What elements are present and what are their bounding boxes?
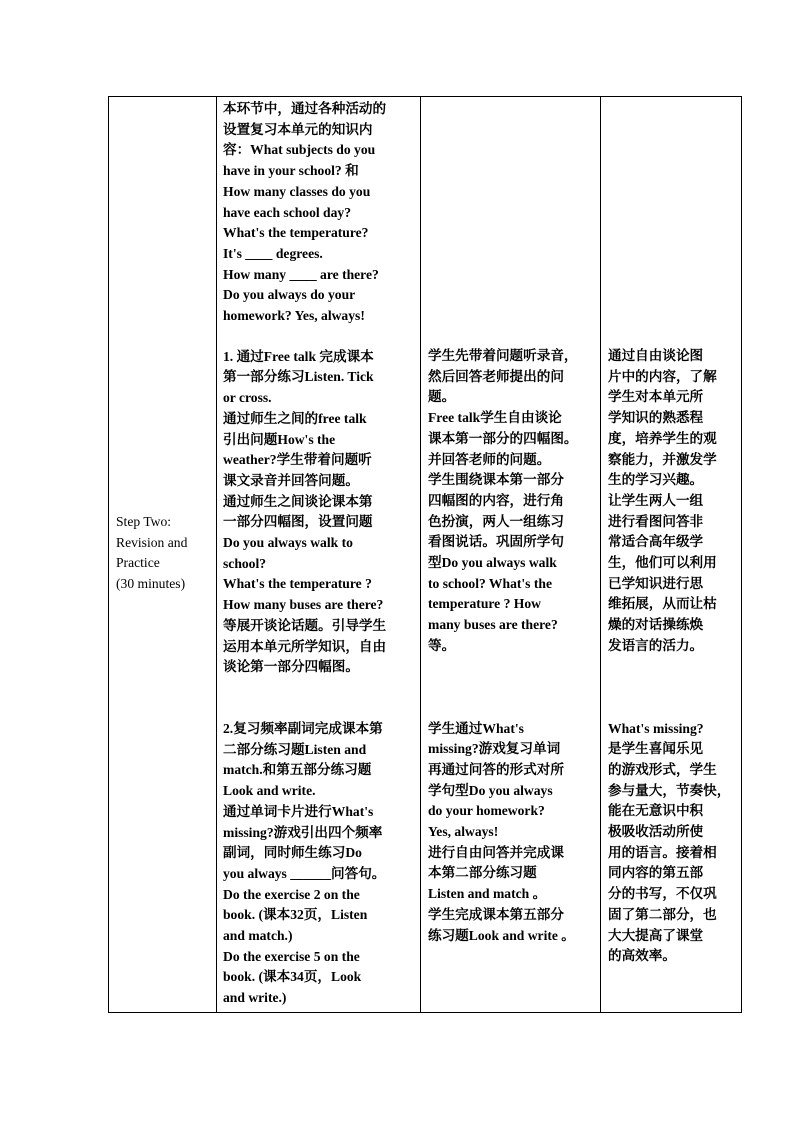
text-line: 的游戏形式，学生 bbox=[608, 761, 717, 777]
text-line: 参与量大，节奏快， bbox=[608, 782, 731, 798]
text-line: How many ____ are there? bbox=[223, 266, 379, 282]
text-line: 四幅图的内容，进行角 bbox=[428, 492, 564, 508]
text-line: 维拓展，从而让枯 bbox=[608, 596, 717, 612]
stage-line: (30 minutes) bbox=[116, 576, 186, 592]
table-row bbox=[109, 97, 742, 1013]
part1-block bbox=[223, 347, 414, 678]
text-line: 生，他们可以利用 bbox=[608, 555, 717, 571]
text-line: school? bbox=[223, 555, 267, 571]
text-line: Do you always walk to bbox=[223, 535, 353, 551]
text-line: 同内容的第五部 bbox=[608, 865, 704, 881]
text-line: Yes, always! bbox=[428, 824, 499, 840]
text-line: 谈论第一部分四幅图。 bbox=[223, 659, 359, 675]
text-line: 分的书写，不仅巩 bbox=[608, 886, 717, 902]
text-line: 等展开谈论话题。引导学生 bbox=[223, 617, 387, 633]
text-line: How many buses are there? bbox=[223, 597, 384, 613]
text-line: 极吸收活动所使 bbox=[608, 824, 704, 840]
text-line: 通过单词卡片进行What's bbox=[223, 803, 374, 819]
text-line: What's the temperature? bbox=[223, 225, 369, 241]
part2-block bbox=[608, 719, 735, 967]
text-line: 用的语言。接着相 bbox=[608, 844, 717, 860]
stage-line: Practice bbox=[116, 555, 160, 571]
text-line: to school? What's the bbox=[428, 575, 552, 591]
text-line: 2.复习频率副词完成课本第 bbox=[223, 720, 383, 736]
text-line: match.和第五部分练习题 bbox=[223, 762, 372, 778]
text-line: 的高效率。 bbox=[608, 948, 676, 964]
part1-block bbox=[428, 346, 594, 657]
text-line: 引出问题How's the bbox=[223, 431, 336, 447]
text-line: have in your school? 和 bbox=[223, 163, 359, 179]
text-line: 学生对本单元所 bbox=[608, 389, 704, 405]
text-line: 设置复习本单元的知识内 bbox=[223, 121, 373, 137]
text-line: and match.) bbox=[223, 928, 293, 944]
text-line: 看图说话。巩固所学句 bbox=[428, 534, 564, 550]
text-line: book. (课本34页，Look bbox=[223, 969, 362, 985]
text-line: 本环节中，通过各种活动的 bbox=[223, 101, 387, 116]
text-line: 能在无意识中积 bbox=[608, 803, 704, 819]
text-line: 再通过问答的形式对所 bbox=[428, 761, 564, 777]
text-line: 等。 bbox=[428, 637, 456, 653]
part2-block bbox=[428, 719, 594, 947]
text-line: 生的学习兴趣。 bbox=[608, 472, 704, 488]
text-line: 通过自由谈论图 bbox=[608, 348, 704, 363]
text-line: missing?游戏复习单词 bbox=[428, 741, 561, 757]
text-line: homework? Yes, always! bbox=[223, 308, 365, 324]
text-line: 1. 通过Free talk 完成课本 bbox=[223, 348, 374, 364]
text-line: 常适合高年级学 bbox=[608, 534, 704, 550]
teacher-activity-text bbox=[217, 97, 420, 1009]
text-line: 进行看图问答非 bbox=[608, 513, 704, 529]
text-line: 让学生两人一组 bbox=[608, 492, 704, 508]
text-line: 发语言的活力。 bbox=[608, 637, 704, 653]
text-line: 大大提高了课堂 bbox=[608, 927, 704, 943]
text-line: do your homework? bbox=[428, 803, 545, 819]
intro-block bbox=[223, 99, 414, 327]
text-line: 已学知识进行思 bbox=[608, 575, 704, 591]
text-line: 是学生喜闻乐见 bbox=[608, 741, 704, 757]
text-line: 容：What subjects do you bbox=[223, 142, 376, 158]
text-line: 二部分练习题Listen and bbox=[223, 741, 367, 757]
text-line: 本第二部分练习题 bbox=[428, 865, 537, 881]
text-line: 进行自由问答并完成课 bbox=[428, 844, 564, 860]
student-activity-cell bbox=[421, 97, 601, 1013]
text-line: weather?学生带着问题听 bbox=[223, 452, 372, 468]
text-line: 并回答老师的问题。 bbox=[428, 451, 551, 467]
text-line: 固了第二部分，也 bbox=[608, 906, 717, 922]
text-line: 学生先带着问题听录音， bbox=[428, 348, 578, 363]
stage-line: Revision and bbox=[116, 534, 188, 550]
text-line: Listen and match 。 bbox=[428, 886, 547, 902]
text-line: book. (课本32页，Listen bbox=[223, 907, 368, 923]
text-line: 副词，同时师生练习Do bbox=[223, 845, 362, 861]
text-line: How many classes do you bbox=[223, 183, 371, 199]
stage-cell bbox=[109, 97, 217, 1013]
text-line: What's missing? bbox=[608, 720, 704, 736]
student-activity-text bbox=[421, 97, 600, 946]
text-line: 燥的对话操练焕 bbox=[608, 617, 704, 633]
text-line: 课文录音并回答问题。 bbox=[223, 472, 359, 488]
text-line: Do the exercise 2 on the bbox=[223, 886, 360, 902]
text-line: have each school day? bbox=[223, 204, 352, 220]
text-line: It's ____ degrees. bbox=[223, 245, 323, 261]
text-line: or cross. bbox=[223, 390, 272, 406]
text-line: 课本第一部分的四幅图。 bbox=[428, 430, 578, 446]
stage-text bbox=[109, 97, 216, 595]
text-line: 题。 bbox=[428, 389, 456, 405]
text-line: 色扮演，两人一组练习 bbox=[428, 513, 564, 529]
text-line: missing?游戏引出四个频率 bbox=[223, 824, 383, 840]
lesson-plan-table bbox=[108, 96, 742, 1013]
design-intent-text bbox=[601, 97, 741, 967]
part1-block bbox=[608, 346, 735, 657]
text-line: Look and write. bbox=[223, 783, 316, 799]
text-line: Do you always do your bbox=[223, 287, 356, 303]
text-line: 通过师生之间的free talk bbox=[223, 410, 367, 426]
text-line: you always ______问答句。 bbox=[223, 865, 386, 881]
text-line: temperature ? How bbox=[428, 596, 541, 612]
text-line: 学知识的熟悉程 bbox=[608, 410, 704, 426]
text-line: 练习题Look and write 。 bbox=[428, 927, 575, 943]
text-line: Do the exercise 5 on the bbox=[223, 948, 360, 964]
text-line: many buses are there? bbox=[428, 617, 558, 633]
text-line: 型Do you always walk bbox=[428, 555, 557, 571]
text-line: 然后回答老师提出的问 bbox=[428, 368, 564, 384]
text-line: 察能力，并激发学 bbox=[608, 451, 717, 467]
stage-line: Step Two: bbox=[116, 514, 172, 529]
text-line: 学生围绕课本第一部分 bbox=[428, 472, 564, 488]
text-line: What's the temperature ? bbox=[223, 576, 372, 592]
text-line: and write.) bbox=[223, 990, 287, 1006]
text-line: 学生通过What's bbox=[428, 720, 524, 736]
text-line: 第一部分练习Listen. Tick bbox=[223, 369, 374, 385]
text-line: 通过师生之间谈论课本第 bbox=[223, 493, 373, 509]
text-line: 学生完成课本第五部分 bbox=[428, 906, 564, 922]
text-line: 学句型Do you always bbox=[428, 782, 553, 798]
text-line: 运用本单元所学知识，自由 bbox=[223, 638, 387, 654]
design-intent-cell bbox=[601, 97, 742, 1013]
part2-block bbox=[223, 719, 414, 1009]
text-line: 片中的内容，了解 bbox=[608, 368, 717, 384]
text-line: Free talk学生自由谈论 bbox=[428, 410, 562, 426]
text-line: 度，培养学生的观 bbox=[608, 430, 717, 446]
teacher-activity-cell bbox=[217, 97, 421, 1013]
text-line: 一部分四幅图，设置问题 bbox=[223, 514, 373, 530]
